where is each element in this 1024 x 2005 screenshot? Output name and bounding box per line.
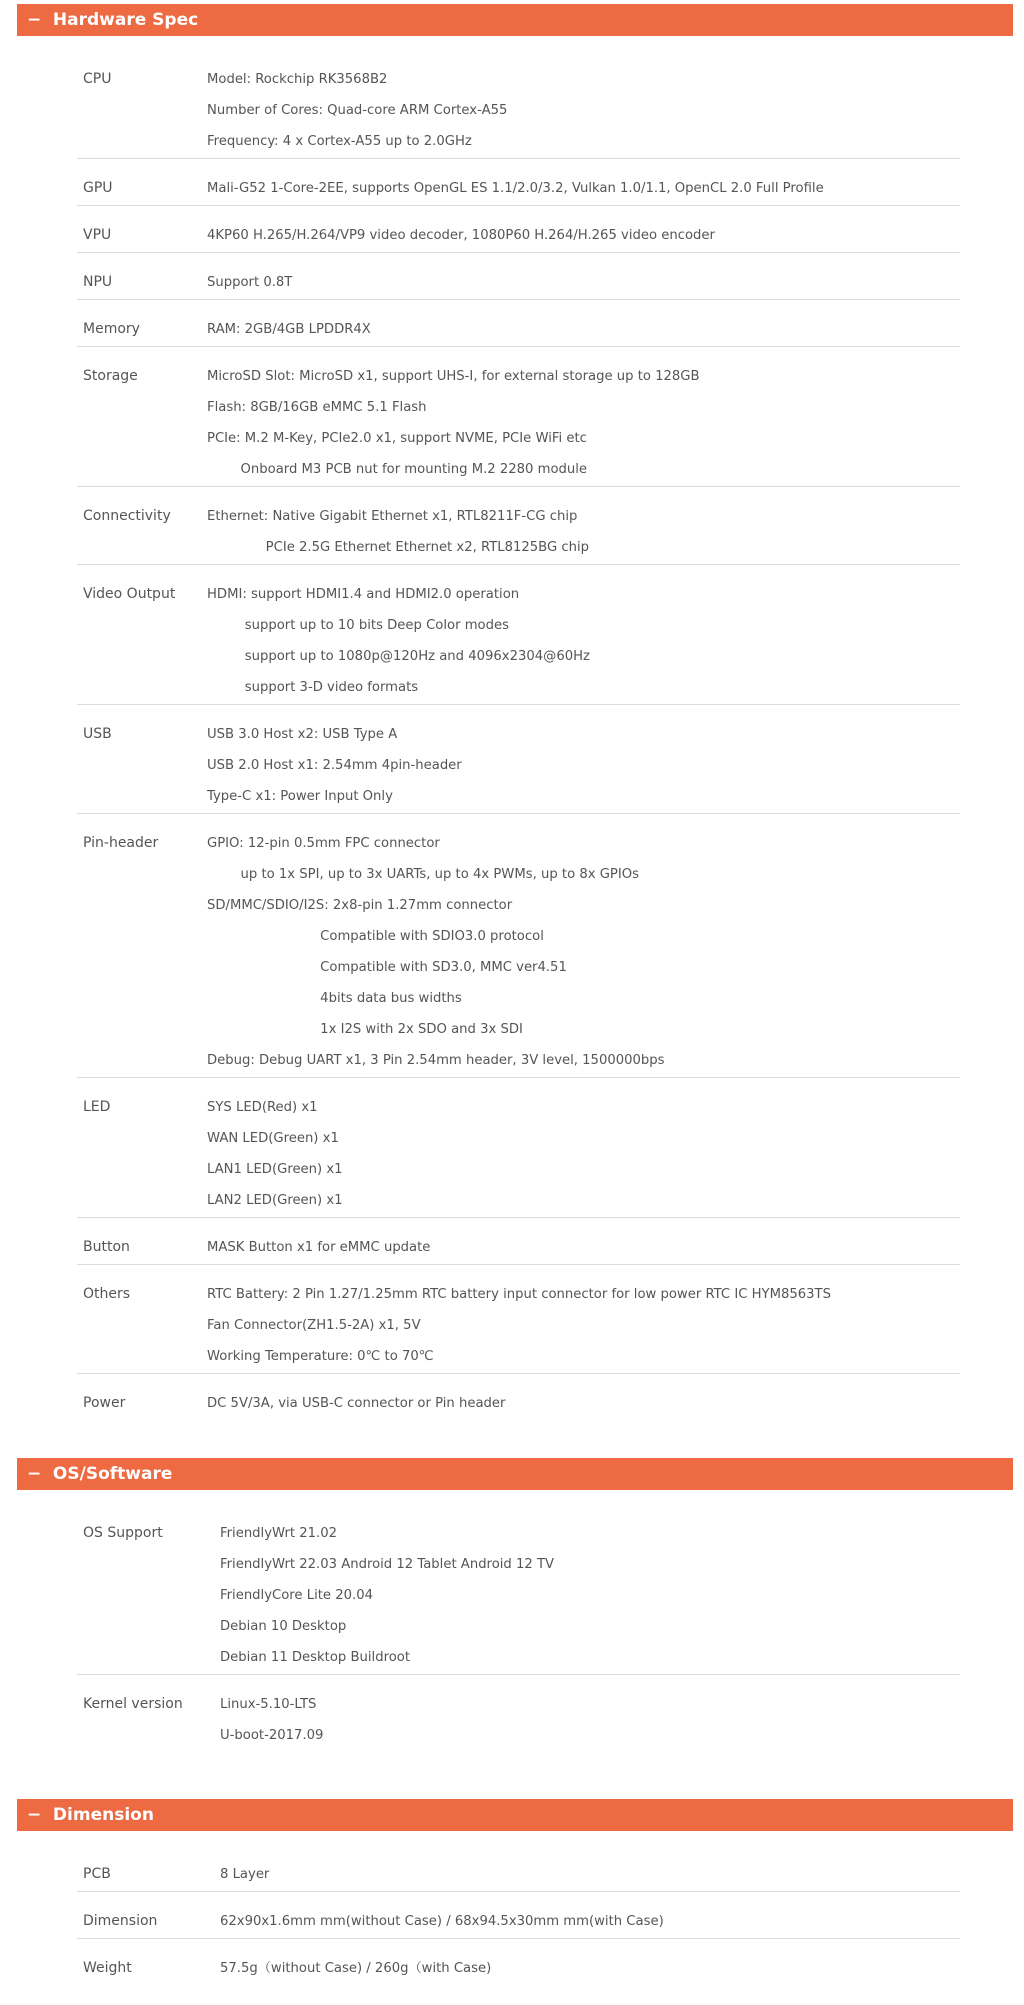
spec-values [207, 64, 960, 157]
spec-value-line: Working Temperature: 0℃ to 70℃ [207, 1349, 434, 1364]
spec-label: NPU [83, 274, 113, 290]
spec-label: USB [83, 726, 112, 742]
spec-value-line: LAN1 LED(Green) x1 [207, 1162, 343, 1177]
spec-label: Dimension [83, 1913, 158, 1929]
spec-row-usb [77, 705, 960, 814]
spec-value-line: SYS LED(Red) x1 [207, 1100, 318, 1115]
spec-value-line: up to 1x SPI, up to 3x UARTs, up to 4x PWMs, up to 8x GPIOs [207, 867, 640, 882]
spec-value-line: Ethernet: Native Gigabit Ethernet x1, RTL8211F-CG chip [207, 509, 578, 524]
spec-values [207, 1092, 960, 1216]
spec-label: LED [83, 1099, 111, 1115]
os-software-table [77, 1518, 960, 1751]
spec-values [207, 314, 960, 345]
spec-value-line: GPIO: 12-pin 0.5mm FPC connector [207, 836, 440, 851]
spec-row-dimension [77, 1892, 960, 1939]
spec-label: Pin-header [83, 835, 159, 851]
spec-values [207, 173, 960, 204]
spec-value-line: 57.5g（without Case) / 260g（with Case) [220, 1961, 492, 1976]
spec-value-line: 8 Layer [220, 1867, 270, 1882]
spec-value-line: 4bits data bus widths [207, 991, 462, 1006]
spec-label: Connectivity [83, 508, 171, 524]
spec-values [220, 1953, 960, 1984]
spec-row-video-output [77, 565, 960, 705]
spec-value-line: Frequency: 4 x Cortex-A55 up to 2.0GHz [207, 134, 472, 149]
spec-label: OS Support [83, 1525, 163, 1541]
section-title: Hardware Spec [52, 10, 199, 30]
spec-value-line: Onboard M3 PCB nut for mounting M.2 2280 module [207, 462, 588, 477]
spec-label: CPU [83, 71, 112, 87]
spec-value-line: Mali-G52 1-Core-2EE, supports OpenGL ES 1.1/2.0/3.2, Vulkan 1.0/1.1, OpenCL 2.0 Full Profile [207, 181, 824, 196]
spec-value-line: support 3-D video formats [207, 680, 419, 695]
spec-label: Power [83, 1395, 126, 1411]
spec-value-line: MicroSD Slot: MicroSD x1, support UHS-I, for external storage up to 128GB [207, 369, 700, 384]
collapse-icon[interactable]: − [27, 10, 42, 30]
spec-values [220, 1906, 960, 1937]
spec-values [220, 1689, 960, 1751]
spec-row-gpu [77, 159, 960, 206]
spec-value-line: FriendlyCore Lite 20.04 [220, 1588, 373, 1603]
spec-value-line: Number of Cores: Quad-core ARM Cortex-A55 [207, 103, 508, 118]
spec-values [207, 579, 960, 703]
spec-value-line: SD/MMC/SDIO/I2S: 2x8-pin 1.27mm connector [207, 898, 513, 913]
spec-label: GPU [83, 180, 113, 196]
spec-row-weight [77, 1939, 960, 1984]
spec-value-line: Model: Rockchip RK3568B2 [207, 72, 388, 87]
spec-row-others [77, 1265, 960, 1374]
spec-value-line: USB 2.0 Host x1: 2.54mm 4pin-header [207, 758, 462, 773]
spec-row-button [77, 1218, 960, 1265]
hardware-spec-table [77, 64, 960, 1419]
spec-values [207, 828, 960, 1076]
spec-value-line: support up to 1080p@120Hz and 4096x2304@60Hz [207, 649, 590, 664]
spec-label: Kernel version [83, 1696, 183, 1712]
spec-row-power [77, 1374, 960, 1419]
spec-value-line: Linux-5.10-LTS [220, 1697, 317, 1712]
spec-values [207, 1232, 960, 1263]
spec-row-memory [77, 300, 960, 347]
spec-value-line: RTC Battery: 2 Pin 1.27/1.25mm RTC battery input connector for low power RTC IC HYM8563TS [207, 1287, 831, 1302]
spec-value-line: 62x90x1.6mm mm(without Case) / 68x94.5x30mm mm(with Case) [220, 1914, 664, 1929]
spec-value-line: USB 3.0 Host x2: USB Type A [207, 727, 398, 742]
spec-label: PCB [83, 1866, 111, 1882]
spec-label: Weight [83, 1960, 132, 1976]
spec-values [207, 1388, 960, 1419]
spec-values [207, 361, 960, 485]
spec-value-line: FriendlyWrt 22.03 Android 12 Tablet Android 12 TV [220, 1557, 555, 1572]
spec-values [220, 1518, 960, 1673]
spec-value-line: FriendlyWrt 21.02 [220, 1526, 338, 1541]
collapse-icon[interactable]: − [27, 1805, 42, 1825]
spec-value-line: Debug: Debug UART x1, 3 Pin 2.54mm header, 3V level, 1500000bps [207, 1053, 665, 1068]
spec-label: Others [83, 1286, 131, 1302]
spec-values [207, 220, 960, 251]
spec-value-line: 4KP60 H.265/H.264/VP9 video decoder, 1080P60 H.264/H.265 video encoder [207, 228, 715, 243]
spec-value-line: 1x I2S with 2x SDO and 3x SDI [207, 1022, 523, 1037]
spec-value-line: DC 5V/3A, via USB-C connector or Pin header [207, 1396, 506, 1411]
spec-value-line: MASK Button x1 for eMMC update [207, 1240, 431, 1255]
spec-label: Video Output [83, 586, 176, 602]
section-header-os-software[interactable] [17, 1458, 1013, 1490]
spec-value-line: PCIe: M.2 M-Key, PCIe2.0 x1, support NVME, PCIe WiFi etc [207, 431, 587, 446]
dimension-table [77, 1859, 960, 1984]
spec-row-os-support [77, 1518, 960, 1675]
spec-row-pin-header [77, 814, 960, 1078]
spec-value-line: Flash: 8GB/16GB eMMC 5.1 Flash [207, 400, 427, 415]
spec-value-line: Fan Connector(ZH1.5-2A) x1, 5V [207, 1318, 421, 1333]
spec-label: Storage [83, 368, 138, 384]
spec-row-npu [77, 253, 960, 300]
spec-values [207, 501, 960, 563]
collapse-icon[interactable]: − [27, 1464, 42, 1484]
section-header-hardware-spec[interactable] [17, 4, 1013, 36]
section-title: Dimension [52, 1805, 154, 1825]
spec-label: Button [83, 1239, 130, 1255]
spec-row-vpu [77, 206, 960, 253]
spec-values [207, 1279, 960, 1372]
spec-value-line: PCIe 2.5G Ethernet Ethernet x2, RTL8125BG chip [207, 540, 590, 555]
spec-value-line: HDMI: support HDMI1.4 and HDMI2.0 operation [207, 587, 520, 602]
section-title: OS/Software [52, 1464, 173, 1484]
section-header-dimension[interactable] [17, 1799, 1013, 1831]
spec-row-cpu [77, 64, 960, 159]
spec-row-led [77, 1078, 960, 1218]
spec-value-line: RAM: 2GB/4GB LPDDR4X [207, 322, 371, 337]
spec-value-line: Support 0.8T [207, 275, 293, 290]
spec-label: Memory [83, 321, 140, 337]
spec-row-pcb [77, 1859, 960, 1892]
spec-values [220, 1859, 960, 1890]
spec-label: VPU [83, 227, 112, 243]
spec-value-line: WAN LED(Green) x1 [207, 1131, 339, 1146]
spec-values [207, 719, 960, 812]
spec-values [207, 267, 960, 298]
spec-value-line: LAN2 LED(Green) x1 [207, 1193, 343, 1208]
spec-value-line: U-boot-2017.09 [220, 1728, 324, 1743]
spec-value-line: Compatible with SD3.0, MMC ver4.51 [207, 960, 567, 975]
spec-row-connectivity [77, 487, 960, 565]
spec-value-line: Compatible with SDIO3.0 protocol [207, 929, 544, 944]
spec-row-storage [77, 347, 960, 487]
spec-value-line: Type-C x1: Power Input Only [207, 789, 393, 804]
spec-row-kernel-version [77, 1675, 960, 1751]
spec-value-line: support up to 10 bits Deep Color modes [207, 618, 509, 633]
spec-value-line: Debian 11 Desktop Buildroot [220, 1650, 411, 1665]
spec-value-line: Debian 10 Desktop [220, 1619, 347, 1634]
